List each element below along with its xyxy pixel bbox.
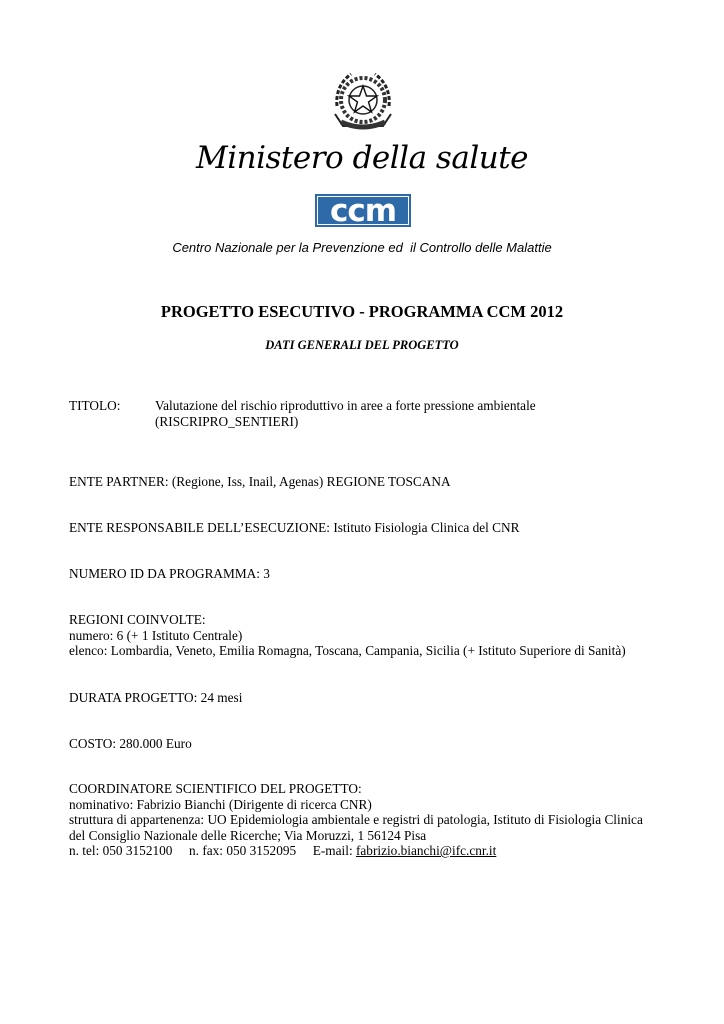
nominativo: nominativo: Fabrizio Bianchi (Dirigente di ricerca CNR)	[69, 797, 372, 812]
numero-id: NUMERO ID DA PROGRAMMA: 3	[69, 566, 270, 581]
contacts-line	[69, 843, 496, 859]
ccm-logo-text: ccm	[329, 194, 397, 227]
document-subtitle: DATI GENERALI DEL PROGETTO	[265, 338, 459, 352]
struttura-line-1: struttura di appartenenza: UO Epidemiologia ambientale e registri di patologia, Istituto di Fisiologia Clinica	[69, 812, 643, 827]
ente-responsabile: ENTE RESPONSABILE DELL’ESECUZIONE: Istituto Fisiologia Clinica del CNR	[69, 520, 520, 535]
durata: DURATA PROGETTO: 24 mesi	[69, 690, 243, 705]
regioni-numero: numero: 6 (+ 1 Istituto Centrale)	[69, 628, 243, 643]
ccm-logo	[315, 194, 411, 227]
document-title: PROGETTO ESECUTIVO - PROGRAMMA CCM 2012	[160, 302, 564, 321]
contacts-text: n. tel: 050 3152100 n. fax: 050 3152095 E-mail:	[69, 843, 356, 858]
ministry-name: Ministero della salute	[195, 140, 528, 176]
centre-name: Centro Nazionale per la Prevenzione ed il Controllo delle Malattie	[172, 240, 552, 255]
titolo-label: TITOLO:	[69, 398, 121, 413]
coordinatore-heading: COORDINATORE SCIENTIFICO DEL PROGETTO:	[69, 781, 362, 796]
ente-partner: ENTE PARTNER: (Regione, Iss, Inail, Agenas) REGIONE TOSCANA	[69, 474, 451, 489]
regioni-elenco: elenco: Lombardia, Veneto, Emilia Romagna, Toscana, Campania, Sicilia (+ Istituto Superiore di Sanità)	[69, 643, 626, 658]
email-link[interactable]: fabrizio.bianchi@ifc.cnr.it	[355, 843, 497, 858]
italian-republic-emblem	[329, 66, 397, 136]
regioni-heading: REGIONI COINVOLTE:	[69, 612, 206, 627]
titolo-line-1: Valutazione del rischio riproduttivo in aree a forte pressione ambientale	[155, 398, 536, 413]
titolo-line-2: (RISCRIPRO_SENTIERI)	[155, 414, 299, 429]
costo: COSTO: 280.000 Euro	[69, 736, 192, 751]
struttura-line-2: del Consiglio Nazionale delle Ricerche; Via Moruzzi, 1 56124 Pisa	[69, 828, 427, 843]
